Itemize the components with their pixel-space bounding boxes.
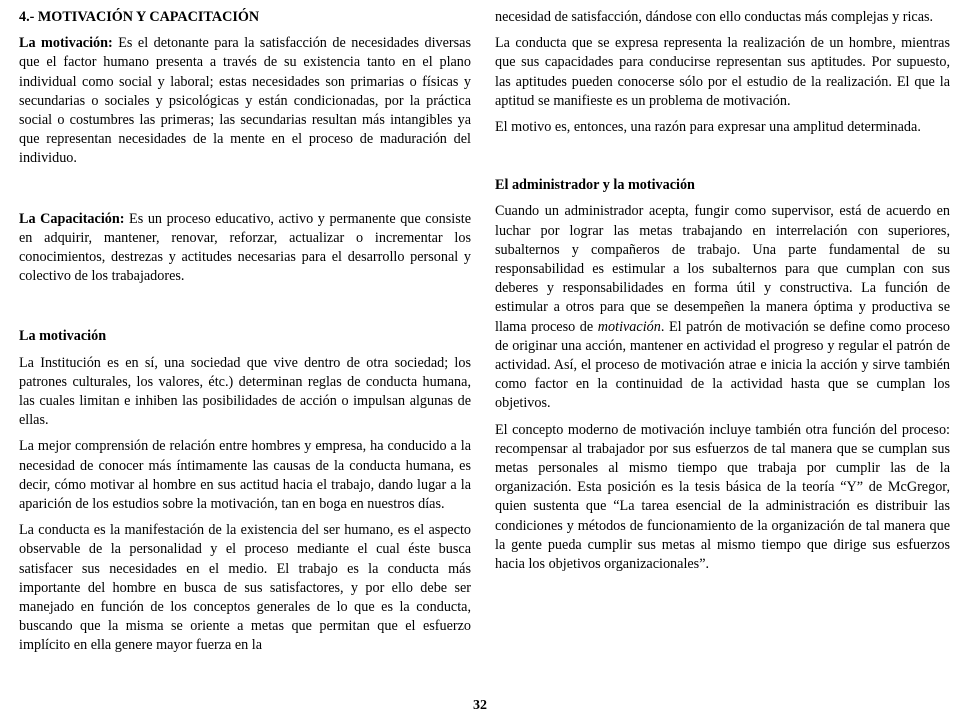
paragraph-conducta: La conducta es la manifestación de la existencia del ser humano, es el aspecto observable de la personalidad y el proceso mediante el cual éste busca satisfacer sus necesidades en el medio. El trabajo es la conducta más importante del hombre en busca de sus satisfactores, y por ello debe ser manejado en función de los conceptos generales de lo que es la conducta, buscando que la misma se oriente a metas que permitan que el esfuerzo implícito en ella genere mayor fuerza en la bbox=[19, 522, 471, 654]
paragraph-motivo: El motivo es, entonces, una razón para expresar una amplitud determinada. bbox=[495, 119, 921, 136]
subheading-la-motivacion: La motivación bbox=[19, 328, 107, 345]
administrador-text-start: Cuando un administrador acepta, fungir como supervisor, está de acuerdo en luchar por lograr las metas trabajando en interrelación con superiores, subalternos y compañeros de trabajo. Una parte fundamental de su responsabilidad es estimular a los subalternos para que cumplan con sus deberes y responsabilidades en forma útil y constructiva. La función de estimular a otros para que se desempeñen la manera óptima y productiva se llama proceso de bbox=[495, 203, 950, 335]
paragraph-aptitudes: La conducta que se expresa representa la realización de un hombre, mientras que sus capacidades para conducirse representan sus aptitudes. Por supuesto, las aptitudes pueden conocerse sólo por el estudio de la realización. El que la aptitud se manifieste es un problema de motivación. bbox=[495, 35, 950, 109]
paragraph-administrador bbox=[495, 202, 950, 413]
right-column bbox=[495, 8, 950, 581]
paragraph-concepto-moderno: El concepto moderno de motivación incluye también otra función del proceso: recompensar al trabajador por sus esfuerzos de tal manera que se cumplan sus metas personales al mismo tiempo que trabaja por cumplir las de la organización. Esta posición es la tesis básica de la teoría “Y” de McGregor, quien sustenta que “La tarea esencial de la administración es distribuir las condiciones y métodos de funcionamiento de la organización de tal manera que la gente pueda cumplir sus metas al mismo tiempo que dirige sus esfuerzos hacia los objetivos organizacionales”. bbox=[495, 421, 950, 573]
paragraph-motivacion-definition bbox=[19, 34, 471, 168]
term-capacitacion: La Capacitación: bbox=[19, 210, 125, 227]
spacer bbox=[495, 144, 950, 176]
paragraph-comprension: La mejor comprensión de relación entre hombres y empresa, ha conducido a la necesidad de conocer más íntimamente las causas de la conducta humana, es decir, cómo motivar al hombre en sus actitud hacia el trabajo, dando lugar a la aparición de los estudios sobre la motivación, tan en boga en nuestros días. bbox=[19, 438, 471, 513]
page-number: 32 bbox=[473, 698, 487, 713]
section-heading: 4.- MOTIVACIÓN Y CAPACITACIÓN bbox=[19, 9, 260, 25]
motivacion-italic: motivación bbox=[597, 318, 661, 335]
motivacion-definition-text: Es el detonante para la satisfacción de necesidades diversas que el factor humano presenta a través de su existencia tanto en el plano individual como social y laboral; estas necesidades son primarias o físicas y secundarias o sociales y psicológicas y están condicionadas, por la práctica social o costumbres las primeras; las secundarias resultan más intangibles ya que representan necesidades de la mente en el proceso de maduración del individuo. bbox=[19, 35, 471, 167]
subheading-administrador: El administrador y la motivación bbox=[495, 177, 695, 194]
paragraph-capacitacion-definition bbox=[19, 210, 471, 287]
spacer bbox=[19, 176, 471, 210]
paragraph-institucion: La Institución es en sí, una sociedad que vive dentro de otra sociedad; los patrones culturales, los valores, étc.) determinan reglas de conducta humana, las cuales limitan e inhiben las posibilidades de acción o impulsan algunas de ellas. bbox=[19, 354, 471, 429]
administrador-text-end: . El patrón de motivación se define como proceso de originar una acción, mantener en actividad el progreso y regular el patrón de actividad. Así, el proceso de motivación atrae e inicia la acción y sirve también como factor en la continuidad de la actividad hasta que se cumplan los objetivos. bbox=[495, 318, 951, 412]
spacer bbox=[19, 293, 471, 327]
paragraph-continuation: necesidad de satisfacción, dándose con ello conductas más complejas y ricas. bbox=[495, 9, 934, 25]
left-column bbox=[19, 8, 471, 663]
term-motivacion: La motivación: bbox=[19, 35, 113, 52]
capacitacion-definition-text: Es un proceso educativo, activo y permanente que consiste en adquirir, mantener, renovar, reforzar, actualizar o incrementar los conocimientos, destrezas y actitudes necesarias para el desarrollo personal y colectivo de los trabajadores. bbox=[19, 210, 471, 285]
